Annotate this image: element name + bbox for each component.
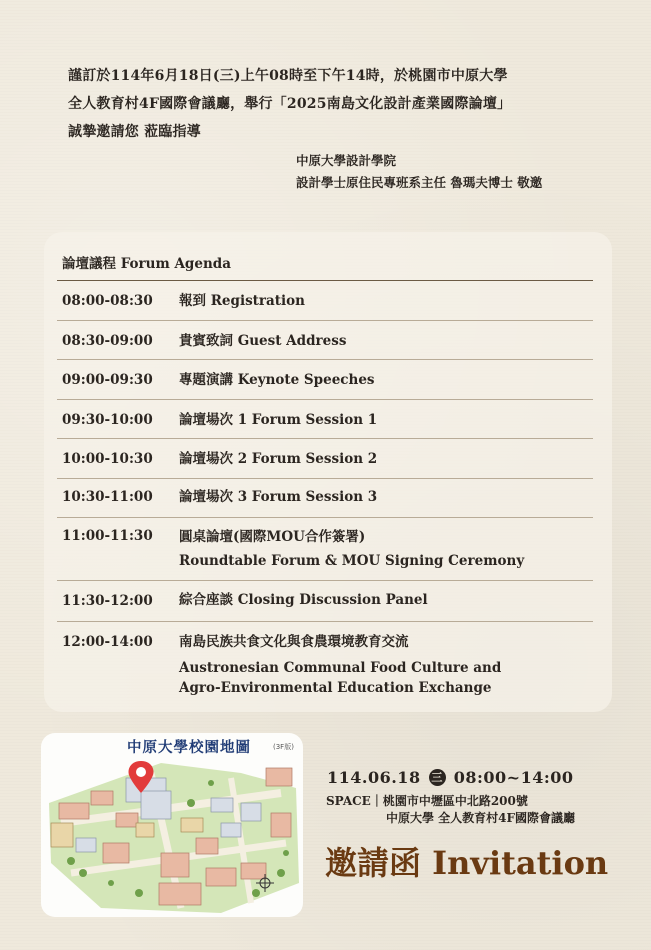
agenda-item-zh: 南島民族共食文化與食農環境教育交流 xyxy=(179,634,409,650)
intro-line-1: 謹訂於114年6月18日(三)上午08時至下午14時，於桃園市中原大學 xyxy=(68,68,508,84)
agenda-item-en: Austronesian Communal Food Culture and xyxy=(179,660,502,676)
campus-map-subtitle: (3F版) xyxy=(273,743,294,751)
campus-map-illustration xyxy=(41,733,303,917)
event-time: 08:00~14:00 xyxy=(453,768,574,787)
agenda-item: 論壇場次 2 Forum Session 2 xyxy=(179,451,378,467)
invitation-intro xyxy=(68,62,608,146)
event-date: 114.06.18 xyxy=(327,768,421,787)
agenda-time: 08:30-09:00 xyxy=(62,333,153,349)
campus-map-title: 中原大學校園地圖 xyxy=(127,740,251,756)
agenda-item-zh: 圓桌論壇(國際MOU合作簽署) xyxy=(179,529,366,545)
agenda-time: 12:00-14:00 xyxy=(62,634,153,650)
agenda-time: 09:30-10:00 xyxy=(62,412,153,428)
agenda-row xyxy=(57,400,593,439)
intro-line-2: 全人教育村4F國際會議廳，舉行「2025南島文化設計產業國際論壇」 xyxy=(68,96,512,112)
agenda-row xyxy=(57,622,593,702)
signature-org: 中原大學設計學院 xyxy=(296,153,397,168)
agenda-item: 論壇場次 3 Forum Session 3 xyxy=(179,489,378,505)
agenda-time: 10:30-11:00 xyxy=(62,489,153,505)
agenda-time: 11:30-12:00 xyxy=(62,593,153,609)
invitation-heading: 邀請函 Invitation xyxy=(325,844,609,882)
agenda-item: 專題演講 Keynote Speeches xyxy=(179,372,375,388)
agenda-item xyxy=(179,632,501,698)
event-address: SPACE｜桃園市中壢區中北路200號 xyxy=(326,794,528,808)
signature-person: 設計學士原住民專班系主任 魯瑪夫博士 敬邀 xyxy=(296,175,543,190)
agenda-row xyxy=(57,518,593,581)
agenda-item: 論壇場次 1 Forum Session 1 xyxy=(179,412,378,428)
agenda-time: 10:00-10:30 xyxy=(62,451,153,467)
event-weekday: 三 xyxy=(429,769,446,786)
agenda-item-en-2: Agro-Environmental Education Exchange xyxy=(179,680,492,696)
agenda-row xyxy=(57,439,593,479)
agenda-row xyxy=(57,281,593,321)
agenda-time: 11:00-11:30 xyxy=(62,528,153,544)
agenda-item xyxy=(179,527,524,571)
agenda-item: 綜合座談 Closing Discussion Panel xyxy=(179,592,428,608)
agenda-table xyxy=(57,281,593,702)
agenda-row xyxy=(57,581,593,622)
agenda-row xyxy=(57,479,593,518)
agenda-time: 09:00-09:30 xyxy=(62,372,153,388)
agenda-time: 08:00-08:30 xyxy=(62,293,153,309)
event-venue: 中原大學 全人教育村4F國際會議廳 xyxy=(386,811,576,825)
signature xyxy=(296,150,542,194)
agenda-row xyxy=(57,321,593,360)
agenda-item: 貴賓致詞 Guest Address xyxy=(179,333,347,349)
agenda-item: 報到 Registration xyxy=(179,293,305,309)
intro-line-3: 誠摯邀請您 蒞臨指導 xyxy=(68,124,201,140)
agenda-title: 論壇議程 Forum Agenda xyxy=(62,256,231,272)
agenda-row xyxy=(57,360,593,400)
event-date-time xyxy=(327,768,574,787)
campus-map xyxy=(41,733,303,917)
agenda-item-en: Roundtable Forum & MOU Signing Ceremony xyxy=(179,553,525,569)
